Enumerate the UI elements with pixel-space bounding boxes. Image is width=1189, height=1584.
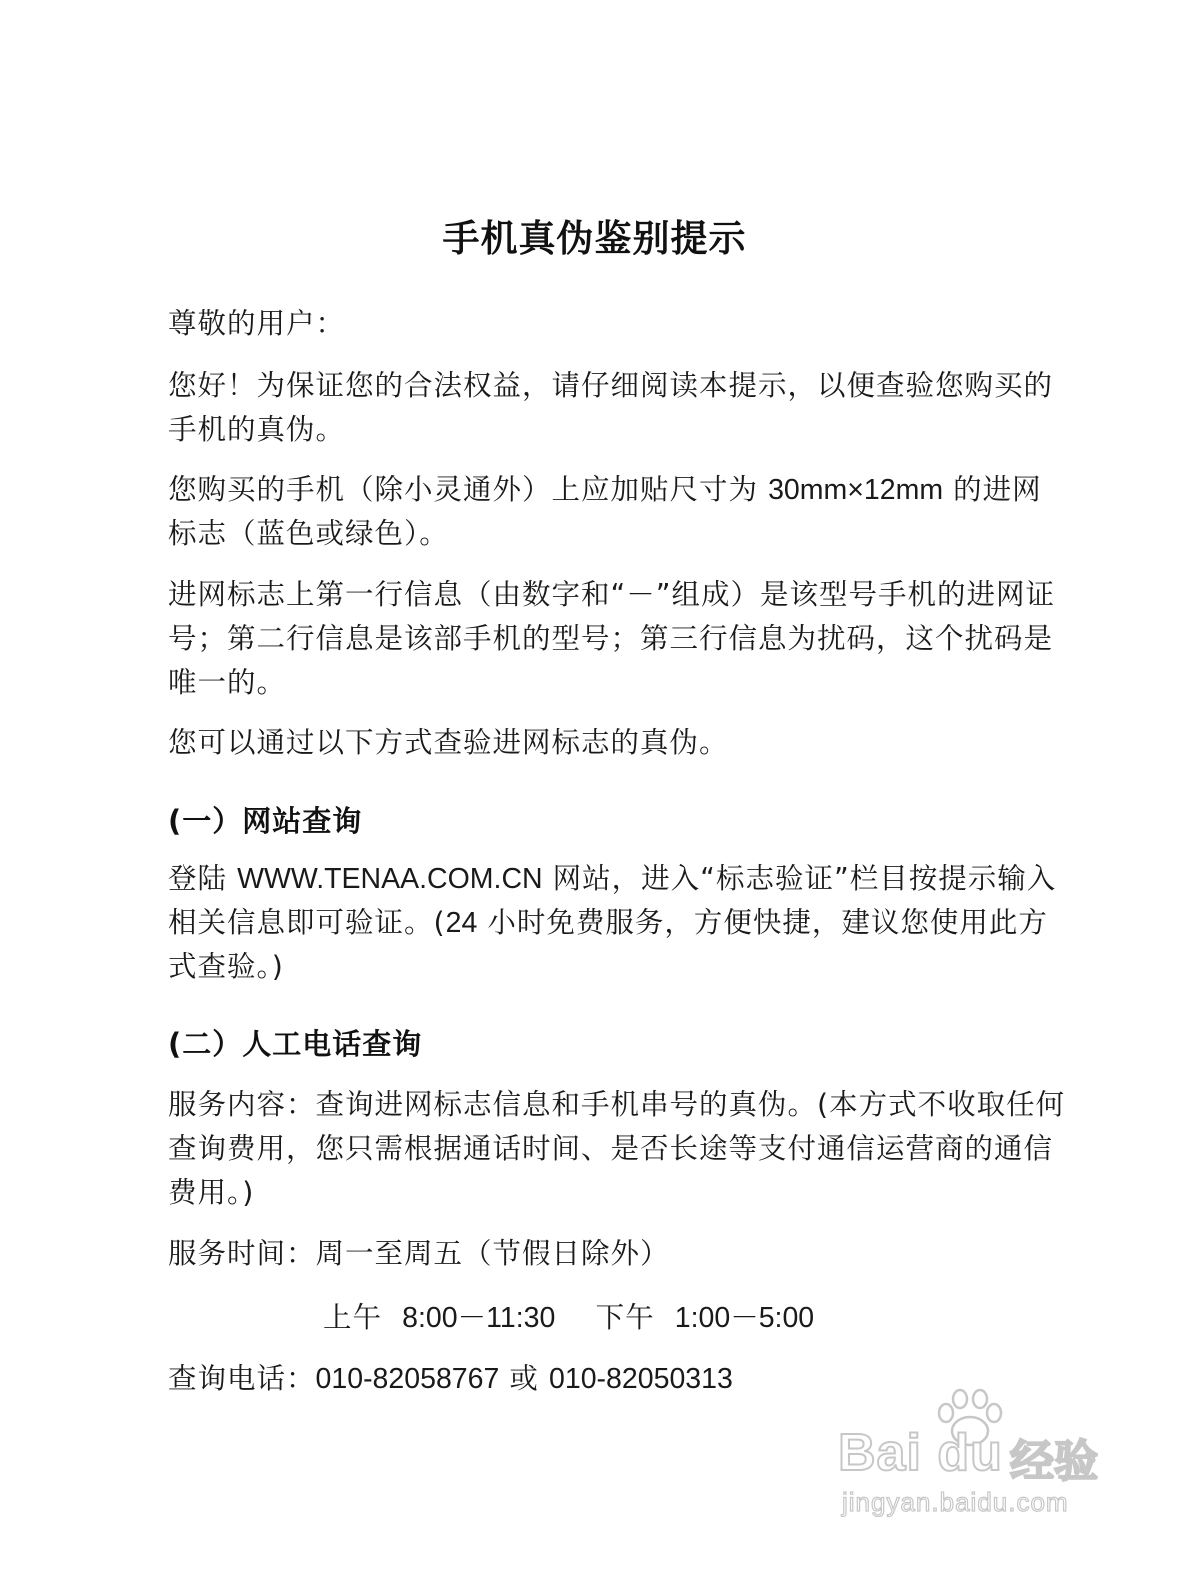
section1-paragraph — [168, 857, 1068, 989]
baidu-jingyan-watermark — [830, 1385, 1120, 1525]
watermark-url: jingyan.baidu.com — [842, 1487, 1069, 1517]
section1-text-before: 登陆 — [168, 862, 238, 895]
phone-or: 或 — [499, 1362, 549, 1395]
section1-text-middle: 网站，进入“标志验证”栏目按提示输入相关信息即可验证。( — [168, 862, 1057, 939]
afternoon-label: 下午 — [595, 1301, 655, 1334]
phone-label: 查询电话： — [168, 1362, 316, 1395]
morning-hours: 8:00－11:30 — [402, 1302, 556, 1334]
service-time: 服务时间：周一至周五（节假日除外） — [168, 1237, 670, 1270]
phone-number-1: 010-82058767 — [315, 1363, 500, 1395]
methods-intro: 您可以通过以下方式查验进网标志的真伪。 — [168, 726, 729, 759]
section2-heading: (二）人工电话查询 — [168, 1027, 423, 1061]
greeting: 尊敬的用户： — [168, 307, 346, 340]
page-title: 手机真伪鉴别提示 — [442, 217, 747, 260]
section1-heading: (一）网站查询 — [168, 804, 363, 838]
website-url: WWW.TENAA.COM.CN — [237, 863, 543, 895]
label-info-paragraph: 进网标志上第一行信息（由数字和“－”组成）是该型号手机的进网证号；第二行信息是该部手机的型号；第三行信息为扰码，这个扰码是唯一的。 — [168, 578, 1056, 699]
service-hours-line — [323, 1296, 814, 1340]
intro-paragraph: 您好！为保证您的合法权益，请仔细阅读本提示，以便查验您购买的手机的真伪。 — [168, 369, 1054, 446]
section1-text-after: 小时免费服务，方便快捷，建议您使用此方式查验。) — [168, 906, 1048, 983]
afternoon-hours: 1:00－5:00 — [674, 1302, 815, 1334]
phone-number-2: 010-82050313 — [549, 1363, 733, 1395]
morning-label: 上午 — [323, 1301, 383, 1334]
label-spec-paragraph — [168, 468, 1068, 556]
label-spec-after: 的进网标志（蓝色或绿色）。 — [168, 473, 1042, 550]
service-hours: 24 — [445, 907, 478, 939]
watermark-brand-cn: 经验 — [1010, 1436, 1098, 1487]
service-content-paragraph: 服务内容：查询进网标志信息和手机串号的真伪。(本方式不收取任何查询费用，您只需根据通话时间、是否长途等支付通信运营商的通信费用。) — [168, 1088, 1066, 1209]
watermark-brand: Bai du — [838, 1424, 1003, 1482]
label-spec-before: 您购买的手机（除小灵通外）上应加贴尺寸为 — [168, 473, 769, 506]
label-size: 30mm×12mm — [768, 474, 944, 506]
